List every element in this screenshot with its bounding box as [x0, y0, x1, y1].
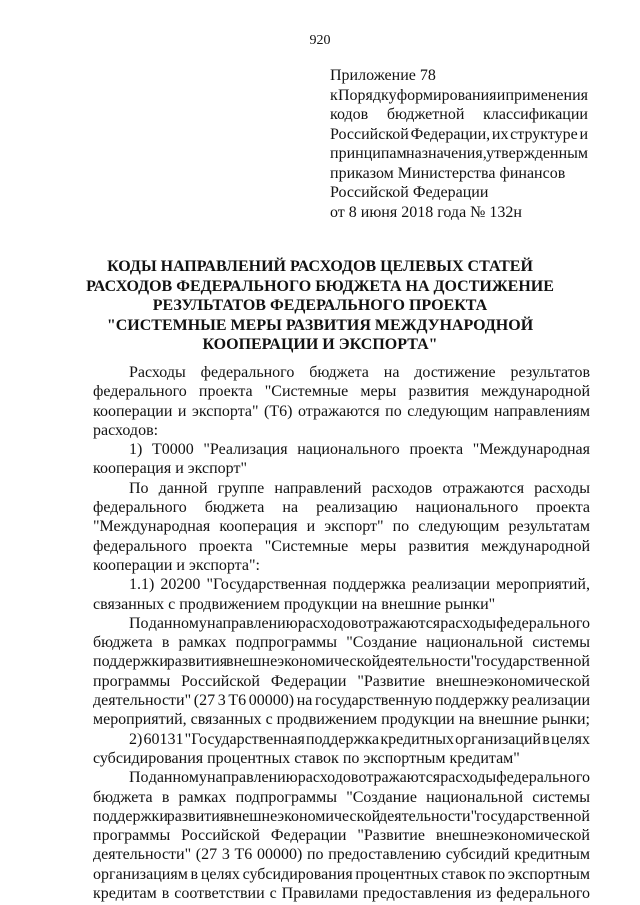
body-line: Расходы федерального бюджета на достижение результатов — [129, 364, 590, 381]
appendix-line: к Порядку формирования и применения — [330, 86, 588, 104]
appendix-line: принципам назначения, утвержденным — [330, 145, 588, 162]
body-line: кооперации и экспорта": — [93, 556, 260, 574]
document-body — [93, 363, 590, 903]
appendix-line: приказом Министерства финансов — [330, 164, 566, 182]
body-line: 1.1) 20200 "Государственная поддержка реализации мероприятий, — [129, 576, 590, 594]
body-line: По данному направлению расходов отражаются расходы федерального — [129, 769, 590, 787]
appendix-line: кодов бюджетной классификации — [330, 106, 588, 123]
body-line: кредитам в соответствии с Правилами предоставления из федерального — [93, 885, 590, 903]
body-line: бюджета в рамках подпрограммы "Создание национальной системы — [93, 788, 590, 806]
appendix-line: Российской Федерации — [330, 184, 489, 201]
body-line: программы Российской Федерации "Развитие внешнеэкономической — [93, 827, 590, 845]
title-line: РАСХОДОВ ФЕДЕРАЛЬНОГО БЮДЖЕТА НА ДОСТИЖЕНИЕ — [86, 277, 554, 295]
appendix-line: Приложение 78 — [330, 67, 436, 84]
appendix-header — [330, 66, 588, 222]
body-line: По данной группе направлений расходов отражаются расходы — [129, 479, 590, 497]
appendix-line: от 8 июня 2018 года № 132н — [330, 203, 522, 221]
body-line: федерального проекта "Системные меры развития международной — [93, 383, 590, 401]
body-line: федерального проекта "Системные меры развития международной — [93, 537, 590, 555]
body-line: федерального бюджета на реализацию национального проекта — [93, 499, 590, 517]
body-line: 1) Т0000 "Реализация национального проекта "Международная — [129, 441, 590, 459]
title-line: РЕЗУЛЬТАТОВ ФЕДЕРАЛЬНОГО ПРОЕКТА — [152, 297, 488, 314]
body-line: связанных с продвижением продукции на внешние рынки" — [93, 595, 496, 613]
body-line: кооперация и экспорт" — [93, 460, 247, 478]
appendix-line: Российской Федерации, их структуре и — [330, 125, 588, 143]
document-title — [80, 257, 560, 355]
body-line: мероприятий, связанных с продвижением продукции на внешние рынки; — [93, 711, 590, 729]
body-line: расходов: — [93, 421, 159, 439]
body-line: организациям в целях субсидирования процентных ставок по экспортным — [93, 865, 590, 883]
body-line: бюджета в рамках подпрограммы "Создание национальной системы — [93, 634, 590, 652]
title-line: КОДЫ НАПРАВЛЕНИЙ РАСХОДОВ ЦЕЛЕВЫХ СТАТЕЙ — [107, 258, 533, 275]
body-line: кооперации и экспорта" (Т6) отражаются по следующим направлениям — [93, 402, 590, 420]
body-line: поддержки развития внешнеэкономической деятельности" государственной — [93, 807, 590, 825]
body-line: поддержки развития внешнеэкономической деятельности" государственной — [93, 653, 590, 671]
body-line: субсидирования процентных ставок по экспортным кредитам" — [93, 749, 520, 767]
title-line: "СИСТЕМНЫЕ МЕРЫ РАЗВИТИЯ МЕЖДУНАРОДНОЙ — [106, 316, 534, 334]
body-line: 2) 60131 "Государственная поддержка кредитных организаций в целях — [129, 730, 590, 748]
page-number: 920 — [309, 33, 331, 48]
body-line: деятельности" (27 3 Т6 00000) по предоставлению субсидий кредитным — [93, 846, 590, 864]
body-line: деятельности" (27 3 Т6 00000) на государственную поддержку реализации — [93, 692, 590, 710]
title-line: КООПЕРАЦИИ И ЭКСПОРТА" — [202, 336, 438, 353]
body-line: По данному направлению расходов отражаются расходы федерального — [129, 614, 590, 632]
body-line: "Международная кооперация и экспорт" по следующим результатам — [93, 518, 590, 536]
body-line: программы Российской Федерации "Развитие внешнеэкономической — [93, 672, 590, 690]
